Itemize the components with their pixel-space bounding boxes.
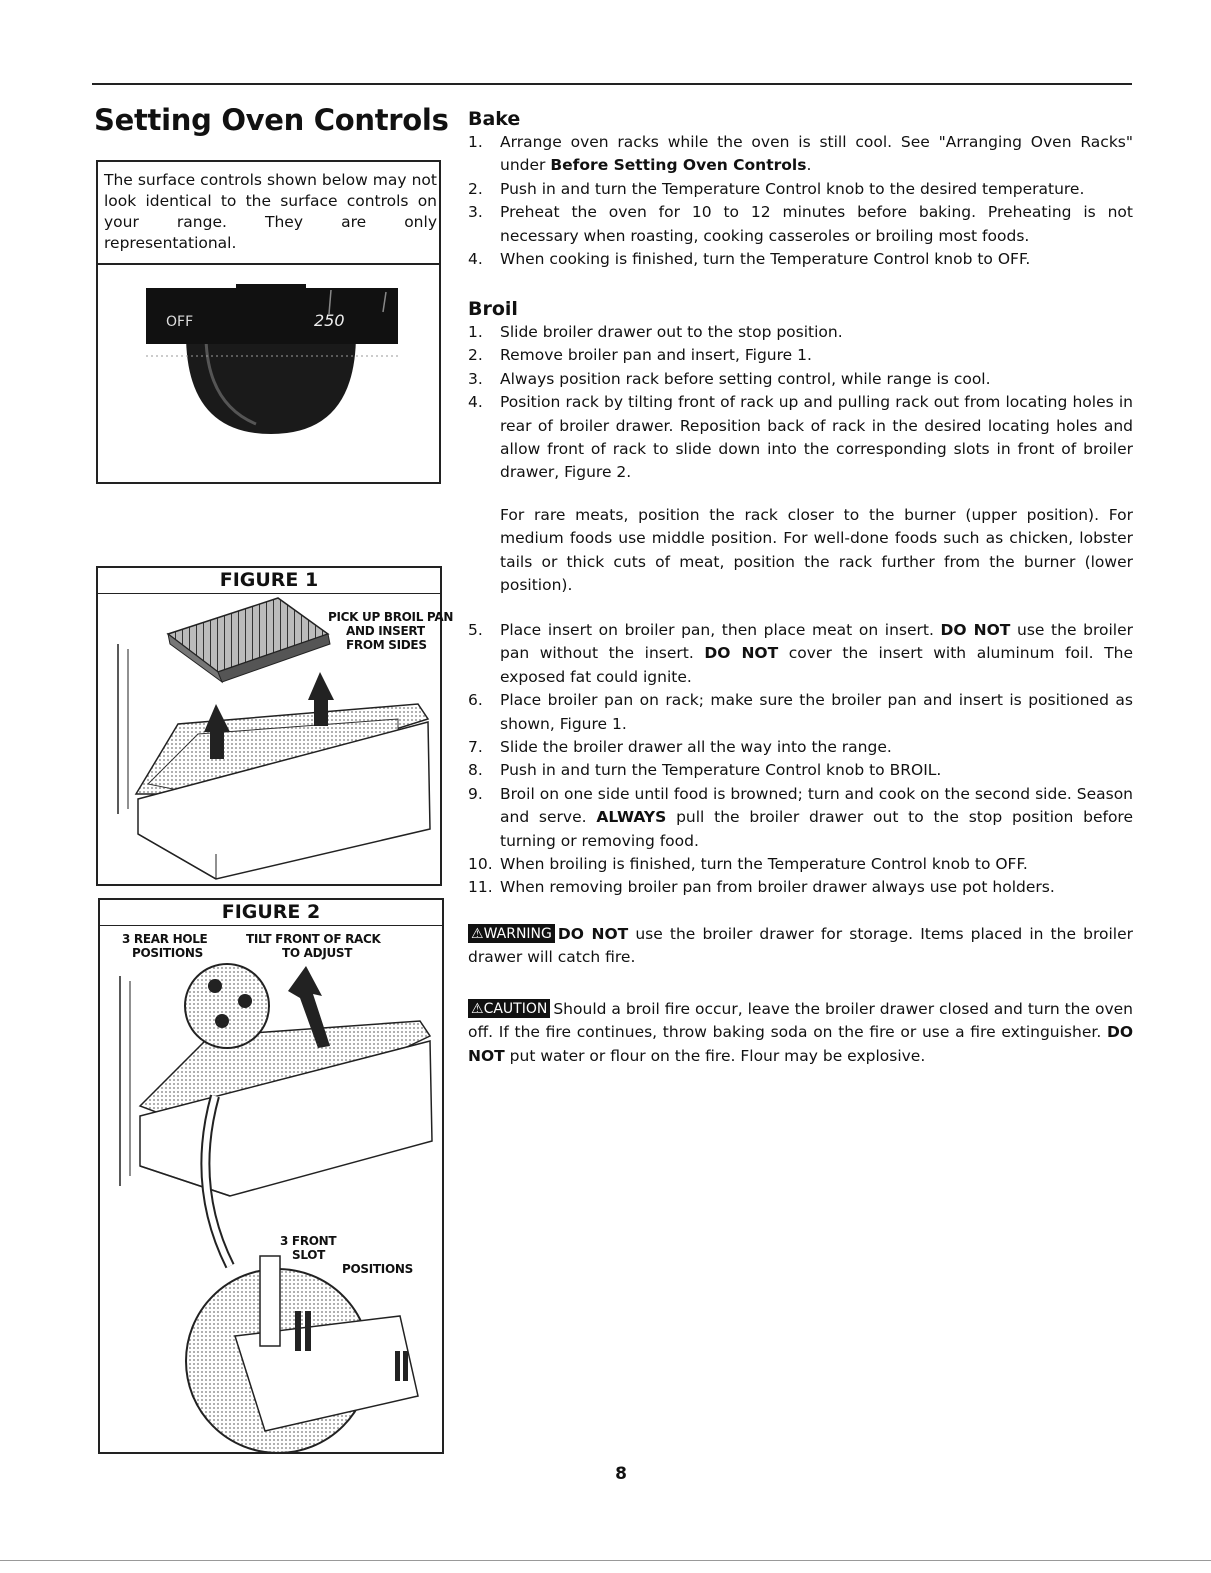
step-text: Slide broiler drawer out to the stop position.	[500, 323, 843, 341]
step-text: Place broiler pan on rack; make sure the broiler pan and insert is positioned as shown, Figure 1.	[500, 691, 1133, 733]
step-number: 11.	[468, 878, 493, 897]
rack-position-illustration	[100, 926, 442, 1452]
step-bold: ALWAYS	[596, 808, 667, 827]
step-number: 10.	[468, 855, 493, 874]
step-number: 1.	[468, 323, 483, 341]
broil-step	[468, 853, 1133, 876]
broil-step	[468, 783, 1133, 853]
caution-bold: DO NOT	[468, 1023, 1133, 1065]
step-number: 2.	[468, 346, 483, 365]
broil-section	[468, 297, 1133, 485]
figure-1-label-line: PICK UP BROIL PAN	[328, 610, 454, 624]
step-number: 5.	[468, 621, 483, 639]
step-number: 7.	[468, 738, 483, 757]
figure-2-rear-label-line: POSITIONS	[132, 946, 203, 960]
step-text: Place insert on broiler pan, then place meat on insert.	[500, 621, 941, 639]
figure-2-title: FIGURE 2	[221, 901, 321, 923]
step-text: Remove broiler pan and insert, Figure 1.	[500, 346, 812, 365]
figure-1-label-line: FROM SIDES	[346, 638, 427, 652]
figure-1	[96, 566, 454, 886]
step-text: Push in and turn the Temperature Control knob to the desired temperature.	[500, 179, 1085, 198]
caution-badge-label: CAUTION	[483, 1001, 548, 1017]
step-bold: DO NOT	[704, 644, 779, 663]
caution-triangle-icon: ⚠	[471, 1001, 484, 1017]
broil-steps-b-list	[468, 619, 1133, 900]
warning-triangle-icon: ⚠	[471, 926, 484, 942]
figure-1-label	[328, 610, 453, 652]
caution-text: Should a broil fire occur, leave the broiler drawer closed and turn the oven off. If the fire continues, throw baking soda on the fire or use a fire extinguisher.	[468, 1000, 1133, 1042]
broil-step	[468, 619, 1133, 689]
bake-step	[468, 131, 1133, 178]
caution-text: put water or flour on the fire. Flour may be explosive.	[504, 1046, 926, 1065]
warning-badge	[468, 924, 555, 943]
step-text: Broil on one side until food is browned; turn and cook on the second side. Season and serve.	[500, 784, 1133, 827]
bake-heading: Bake	[468, 108, 521, 130]
step-number: 1.	[468, 133, 483, 151]
step-bold: DO NOT	[940, 621, 1011, 639]
figure-2-tilt-label-line: TO ADJUST	[282, 946, 353, 960]
caution-notice	[468, 998, 1133, 1068]
figure-2	[98, 898, 444, 1454]
figure-2-rear-label	[122, 932, 207, 960]
step-number: 9.	[468, 784, 483, 803]
figure-2-front-label-line: SLOT	[292, 1248, 326, 1262]
warning-badge-label: WARNING	[483, 926, 552, 942]
controls-note-box	[96, 160, 441, 484]
rack-position-paragraph: For rare meats, position the rack closer to the burner (upper position). For medium foods use middle position. For well-done foods such as chicken, lobster tails or thick cuts of meat, position the rack further from the burner (lower position).	[500, 506, 1133, 595]
figure-1-title: FIGURE 1	[219, 569, 319, 591]
broil-step	[468, 759, 1133, 782]
figure-2-tilt-label-line: TILT FRONT OF RACK	[246, 932, 381, 946]
bake-step	[468, 201, 1133, 248]
bottom-rule	[0, 1560, 1211, 1561]
figure-2-front-label-line: POSITIONS	[342, 1262, 413, 1276]
page-number: 8	[615, 1464, 627, 1484]
step-text: Preheat the oven for 10 to 12 minutes before baking. Preheating is not necessary when roasting, cooking casseroles or broiling most foods.	[500, 203, 1133, 245]
step-text: When broiling is finished, turn the Temperature Control knob to OFF.	[500, 855, 1028, 874]
step-text: Slide the broiler drawer all the way into the range.	[500, 738, 892, 757]
figure-2-rear-label-line: 3 REAR HOLE	[122, 932, 208, 946]
step-text: Push in and turn the Temperature Control knob to BROIL.	[500, 761, 942, 780]
warning-text: use the broiler drawer for storage. Items placed in the broiler drawer will catch fire.	[468, 925, 1133, 967]
broil-step	[468, 876, 1133, 899]
figure-2-tilt-label	[246, 932, 381, 960]
temperature-knob-illustration	[146, 284, 400, 434]
step-text: cover the insert with aluminum foil. The exposed fat could ignite.	[500, 644, 1133, 686]
step-number: 2.	[468, 179, 483, 198]
note-divider	[98, 263, 439, 265]
figure-2-front-label	[280, 1234, 413, 1276]
step-number: 6.	[468, 691, 483, 710]
bake-steps	[468, 131, 1133, 271]
page-title: Setting Oven Controls	[94, 103, 449, 137]
broil-step	[468, 321, 1133, 344]
controls-note-text: The surface controls shown below may not look identical to the surface controls on your range. They are only representational.	[104, 171, 437, 252]
knob-off-label: OFF	[166, 314, 194, 330]
broil-heading: Broil	[468, 298, 518, 320]
broil-steps-a	[468, 321, 1133, 485]
step-text: When cooking is finished, turn the Temperature Control knob to OFF.	[500, 250, 1031, 269]
bake-step	[468, 178, 1133, 201]
step-text: use the broiler pan without the insert.	[500, 621, 1133, 663]
bake-section	[468, 107, 1133, 271]
step-number: 8.	[468, 761, 483, 780]
step-number: 4.	[468, 250, 483, 269]
step-text: pull the broiler drawer out to the stop position before turning or removing food.	[500, 808, 1133, 850]
figure-2-front-label-line: 3 FRONT	[280, 1234, 337, 1248]
knob-temp-label: 250	[314, 311, 345, 330]
top-rule	[92, 83, 1132, 85]
broil-step	[468, 689, 1133, 736]
step-number: 3.	[468, 203, 483, 222]
step-text: When removing broiler pan from broiler drawer always use pot holders.	[500, 878, 1055, 897]
step-text: .	[806, 156, 812, 175]
caution-badge	[468, 999, 550, 1018]
broil-step	[468, 736, 1133, 759]
broil-step	[468, 391, 1133, 485]
warning-bold: DO NOT	[557, 925, 629, 943]
step-bold: Before Setting Oven Controls	[550, 156, 807, 175]
step-text: Position rack by tilting front of rack up and pulling rack out from locating holes in rear of broiler drawer. Reposition back of rack in the desired locating holes and allow front of rack to slide down into the corresponding slots in front of broiler drawer, Figure 2.	[500, 393, 1133, 482]
broil-steps-b	[468, 619, 1133, 900]
broil-step	[468, 368, 1133, 391]
step-number: 3.	[468, 369, 483, 388]
step-text: Arrange oven racks while the oven is still cool. See "Arranging Oven Racks" under	[500, 133, 1133, 175]
step-number: 4.	[468, 393, 483, 412]
bake-step	[468, 248, 1133, 271]
warning-notice	[468, 923, 1133, 970]
broil-step	[468, 344, 1133, 367]
step-text: Always position rack before setting control, while range is cool.	[500, 369, 991, 388]
figure-1-label-line: AND INSERT	[346, 624, 425, 638]
